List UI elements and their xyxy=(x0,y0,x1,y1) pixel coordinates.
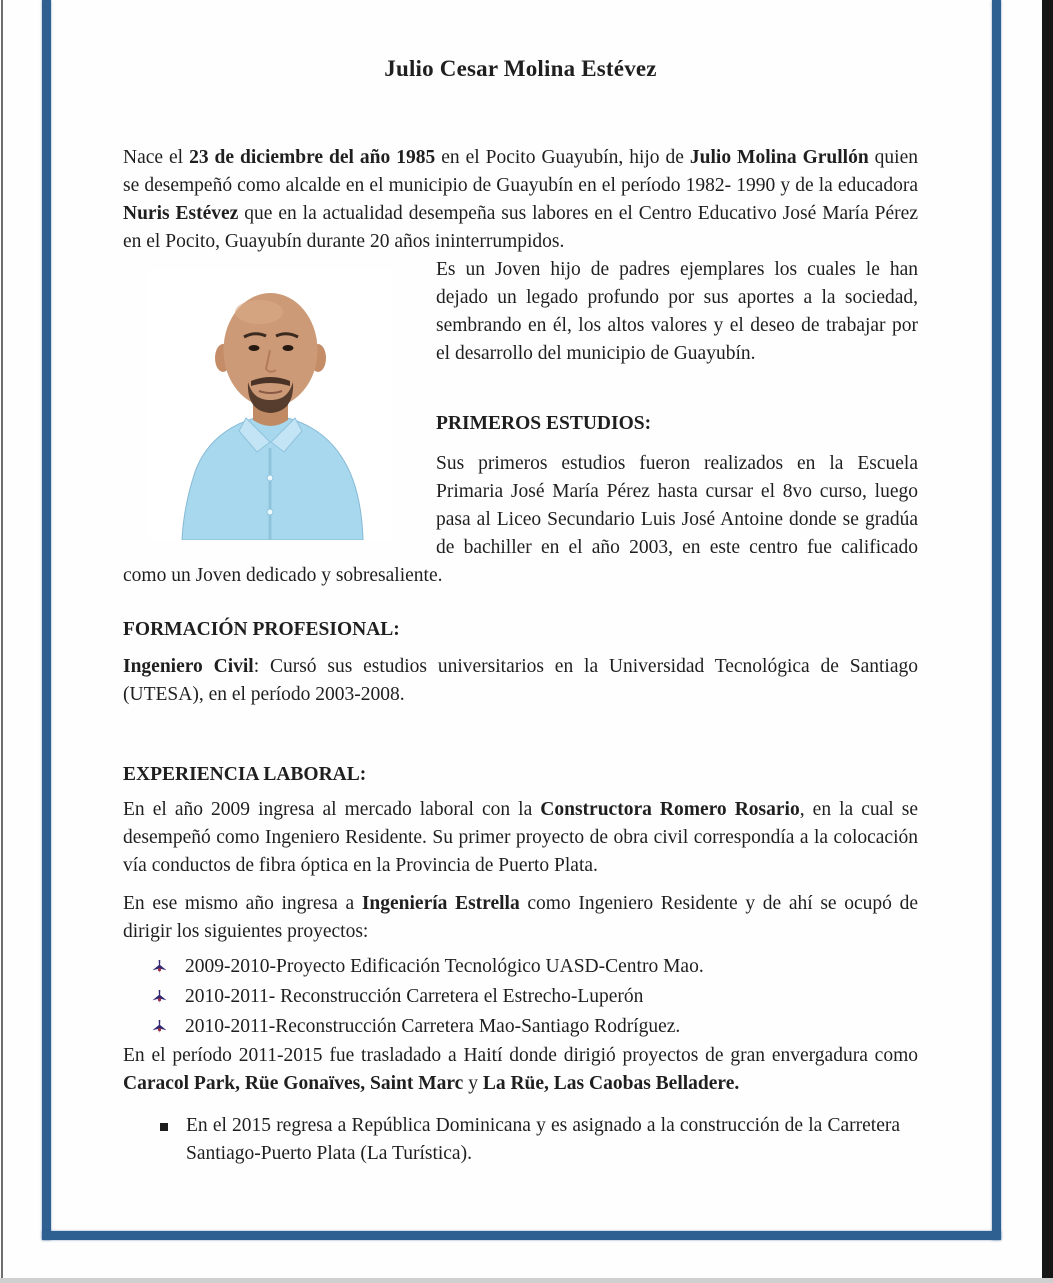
projects-list xyxy=(123,952,918,1042)
return-2015-text: En el 2015 regresa a República Dominicana y es asignado a la construcción de la Carretera Santiago-Puerto Plata (La Turística). xyxy=(186,1115,900,1164)
square-bullet-icon xyxy=(160,1123,168,1131)
project-list-item xyxy=(151,952,918,982)
project-text: 2010-2011-Reconstrucción Carretera Mao-Santiago Rodríguez. xyxy=(185,1016,681,1037)
page-border-bottom xyxy=(42,1231,1001,1240)
plane-bullet-icon xyxy=(151,989,171,1005)
document-body xyxy=(123,0,918,1168)
project-list-item xyxy=(151,1012,918,1042)
haiti-paragraph: En el período 2011-2015 fue trasladado a Haití donde dirigió proyectos de gran envergadura como Caracol Park, Rüe Gonaïves, Saint Marc y La Rüe, Las Caobas Belladere. xyxy=(123,1045,918,1094)
scan-edge-right xyxy=(1042,0,1053,1283)
page-border-left xyxy=(42,0,51,1240)
formacion-paragraph: Ingeniero Civil: Cursó sus estudios universitarios en la Universidad Tecnológica de Santiago (UTESA), en el período 2003-2008. xyxy=(123,656,918,705)
intro-paragraph: Nace el 23 de diciembre del año 1985 en el Pocito Guayubín, hijo de Julio Molina Grullón quien se desempeñó como alcalde en el municipio de Guayubín en el período 1982- 1990 y de la educadora Nuris Estévez que en la actualidad desempeña sus labores en el Centro Educativo José María Pérez en el Pocito, Guayubín durante 20 años ininterrumpidos. xyxy=(123,147,918,252)
about-paragraph: Es un Joven hijo de padres ejemplares los cuales le han dejado un legado profundo por sus aportes a la sociedad, sembrando en él, los altos valores y el deseo de trabajar por el desarrollo del municipio de Guayubín. xyxy=(436,259,918,364)
scan-edge-bottom xyxy=(0,1278,1053,1283)
project-text: 2009-2010-Proyecto Edificación Tecnológico UASD-Centro Mao. xyxy=(185,956,704,977)
section-heading-formacion-profesional: FORMACIÓN PROFESIONAL: xyxy=(123,619,400,640)
project-text: 2010-2011- Reconstrucción Carretera el Estrecho-Luperón xyxy=(185,986,644,1007)
document-title: Julio Cesar Molina Estévez xyxy=(384,56,657,81)
project-list-item xyxy=(151,982,918,1012)
portrait-illustration xyxy=(149,270,392,540)
experiencia-paragraph-2: En ese mismo año ingresa a Ingeniería Estrella como Ingeniero Residente y de ahí se ocupó de dirigir los siguientes proyectos: xyxy=(123,893,918,942)
scan-edge-left xyxy=(1,0,3,1283)
primeros-estudios-paragraph: Sus primeros estudios fueron realizados en la Escuela Primaria José María Pérez hasta cursar el 8vo curso, luego pasa al Liceo Secundario Luis José Antoine donde se gradúa de bachiller en el año 2003, en este centro fue calificado como un Joven dedicado y sobresaliente. xyxy=(123,453,918,586)
plane-bullet-icon xyxy=(151,1019,171,1035)
experiencia-paragraph-1: En el año 2009 ingresa al mercado laboral con la Constructora Romero Rosario, en la cual se desempeñó como Ingeniero Residente. Su primer proyecto de obra civil correspondía a la colocación vía conductos de fibra óptica en la Provincia de Puerto Plata. xyxy=(123,799,919,876)
section-heading-primeros-estudios: PRIMEROS ESTUDIOS: xyxy=(436,413,652,434)
list-item-return-2015 xyxy=(160,1112,900,1168)
portrait-photo xyxy=(149,270,392,540)
plane-bullet-icon xyxy=(151,959,171,975)
section-heading-experiencia-laboral: EXPERIENCIA LABORAL: xyxy=(123,764,367,785)
page-border-right xyxy=(992,0,1001,1240)
